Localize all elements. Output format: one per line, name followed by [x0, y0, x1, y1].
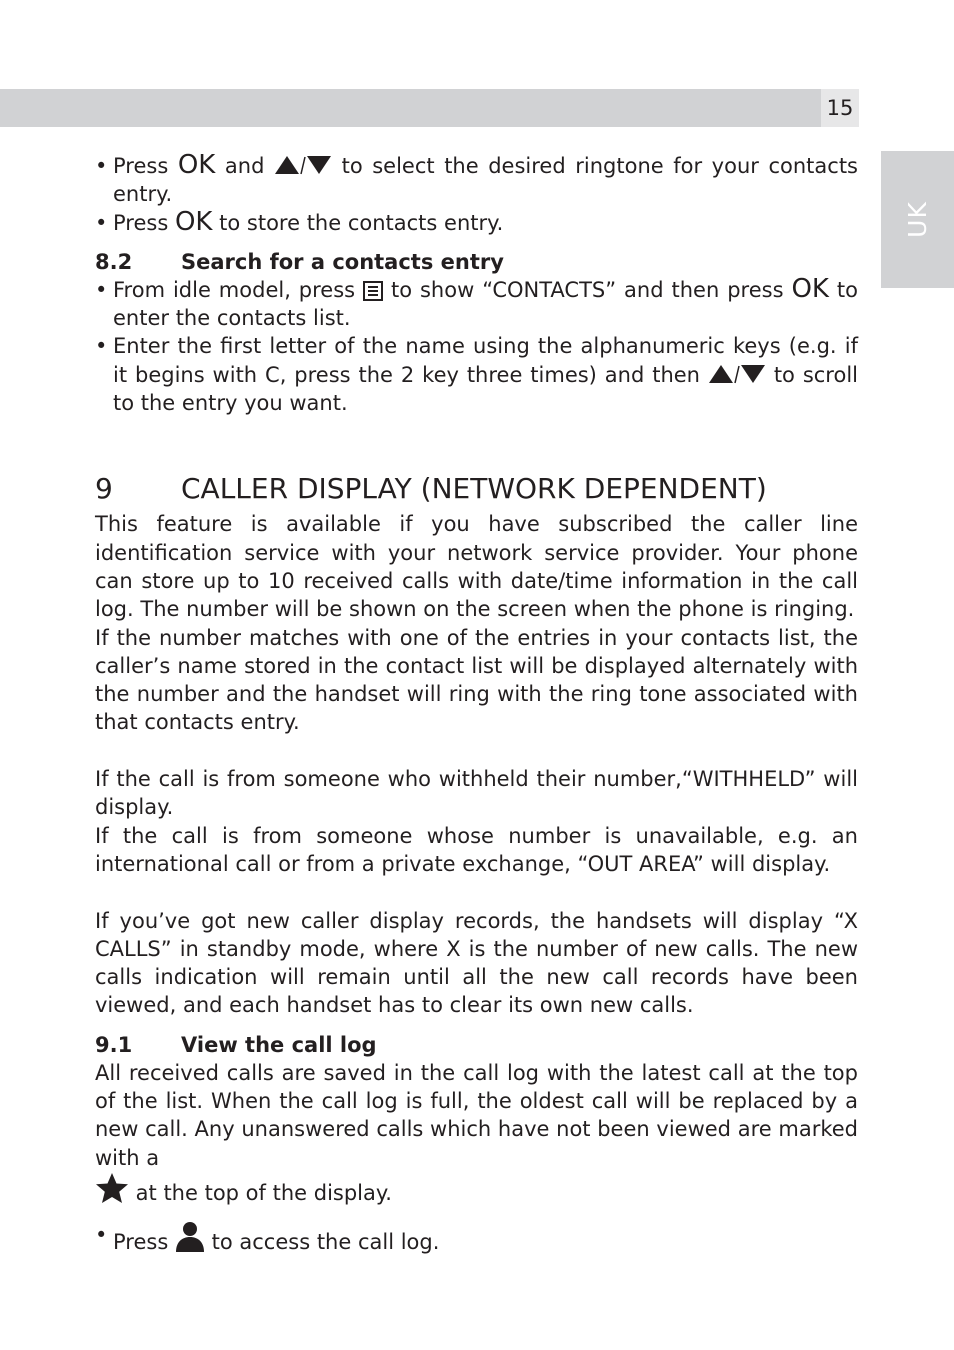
text: All received calls are saved in the call log with the latest call at the top of the list. When the call log is full, the oldest call will be replaced by a new call. Any unanswered calls which have not been viewed are marked with a — [95, 1060, 858, 1170]
text: to access the call log. — [204, 1230, 440, 1255]
text: to store the contacts entry. — [212, 210, 504, 235]
star-icon — [95, 1172, 129, 1204]
text: From idle model, press — [113, 277, 364, 302]
text: to select the desired ringtone for your contacts entry. — [113, 154, 858, 207]
text: and — [215, 154, 275, 178]
section-title: View the call log — [181, 1032, 377, 1057]
bullet-dot: • — [95, 334, 108, 359]
down-arrow-icon — [306, 155, 332, 175]
language-tab — [881, 151, 954, 288]
ok-key-label: OK — [177, 150, 216, 180]
section-8-2-heading — [95, 248, 858, 276]
page-number: 15 — [821, 89, 859, 127]
text: at the top of the display. — [129, 1180, 392, 1205]
bullet-scroll-entry — [95, 332, 858, 417]
bullet-store-entry — [95, 206, 858, 237]
bullet-enter-contacts — [95, 273, 858, 333]
section-title: Search for a contacts entry — [181, 249, 504, 274]
bullet-access-call-log — [95, 1221, 858, 1256]
ok-key-label: OK — [174, 206, 213, 237]
text: to show “CONTACTS” and then press — [383, 277, 792, 302]
paragraph — [95, 1059, 858, 1207]
section-number: 9 — [95, 472, 113, 506]
bullet-dot: • — [95, 1223, 108, 1248]
bullet-dot: • — [95, 154, 108, 178]
section-title: CALLER DISPLAY (NETWORK DEPENDENT) — [181, 472, 767, 506]
section-9-1-heading — [95, 1031, 858, 1059]
section-9-heading — [95, 472, 858, 506]
bullet-dot: • — [95, 210, 108, 235]
text: Press — [113, 210, 175, 235]
section-number: 8.2 — [95, 249, 133, 274]
paragraph: This feature is available if you have subscribed the caller line identification service with your network service provider. Your phone can store up to 10 received calls with date/time information in the call log. The number will be shown on the screen when the phone is ringing. — [95, 512, 858, 622]
language-tab-label: UK — [902, 201, 932, 238]
paragraph: If you’ve got new caller display records, the handsets will display “X CALLS” in standby mode, where X is the number of new calls. The new calls indication will remain until all the new call records have been viewed, and each handset has to clear its own new calls. — [95, 908, 858, 1018]
text: Press — [113, 154, 178, 178]
page-content — [95, 152, 858, 1257]
bullet-select-ringtone — [95, 152, 858, 209]
paragraph: If the call is from someone who withheld their number,“WITHHELD” will display. — [95, 767, 858, 820]
menu-icon — [363, 281, 383, 301]
bullet-dot: • — [95, 277, 108, 302]
paragraph: If the call is from someone whose number is unavailable, e.g. an international call or from a private exchange, “OUT AREA” will display. — [95, 823, 858, 876]
header-bar — [0, 89, 859, 127]
up-arrow-icon — [708, 364, 734, 384]
down-arrow-icon — [740, 364, 766, 384]
text: to enter the contacts list. — [113, 277, 858, 331]
section-number: 9.1 — [95, 1032, 133, 1057]
person-icon — [175, 1221, 205, 1253]
up-arrow-icon — [274, 155, 300, 175]
text: to scroll to the entry you want. — [113, 362, 858, 416]
ok-key-label: OK — [791, 273, 829, 304]
paragraph: If the number matches with one of the entries in your contacts list, the caller’s name stored in the contact list will be displayed alternately with the number and the handset will ring with the ring tone associated with that contacts entry. — [95, 625, 858, 735]
text: Enter the first letter of the name using the alphanumeric keys (e.g. if it begins with C, press the 2 key three times) and then — [113, 334, 858, 387]
text: Press — [113, 1230, 175, 1255]
